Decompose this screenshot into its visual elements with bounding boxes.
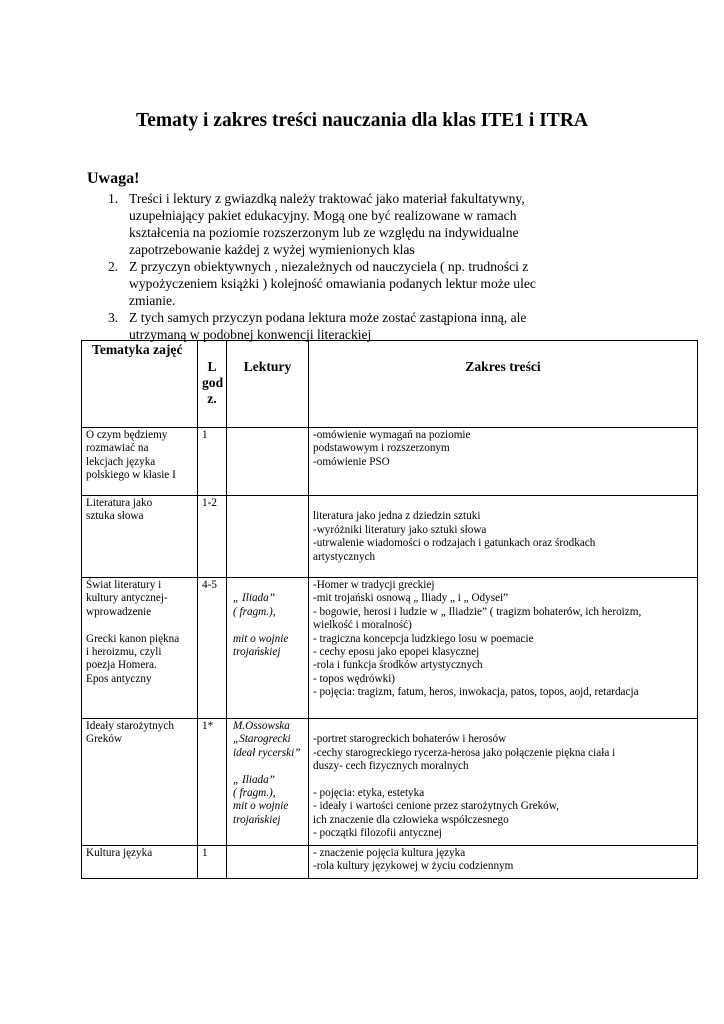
cell-topic: O czym będziemy rozmawiać na lekcjach języka polskiego w klasie I <box>82 428 198 496</box>
cell-topic: Świat literatury i kultury antycznej- wprowadzenie Grecki kanon piękna i heroizmu, czyli poezja Homera. Epos antyczny <box>82 578 198 719</box>
page-title: Tematy i zakres treści nauczania dla klas ITE1 i ITRA <box>136 110 588 131</box>
curriculum-table <box>81 340 698 879</box>
cell-hours: 4-5 <box>198 578 227 719</box>
cell-readings <box>227 846 309 879</box>
cell-readings <box>227 496 309 578</box>
cell-scope: -portret starogreckich bohaterów i herosów -cechy starogreckiego rycerza-herosa jako połączenie piękna ciała i duszy- cech fizycznych moralnych - pojęcia: etyka, estetyka - ideały i wartości cenione przez starożytnych Greków, ich znaczenie dla człowieka współczesnego - początki filozofii antycznej <box>309 719 698 846</box>
cell-hours: 1* <box>198 719 227 846</box>
header-readings: Lektury <box>227 341 309 428</box>
note-text: Z przyczyn obiektywnych , niezależnych od nauczyciela ( np. trudności z wypożyczeniem książki ) kolejność omawiania podanych lektur może ulec zmianie. <box>129 259 536 308</box>
header-hours-line: god <box>202 375 224 390</box>
table-row <box>82 496 698 578</box>
header-hours-line: L <box>207 359 217 374</box>
table-header-row <box>82 341 698 428</box>
cell-topic: Ideały starożytnych Greków <box>82 719 198 846</box>
table-row <box>82 719 698 846</box>
table-row <box>82 578 698 719</box>
cell-hours: 1-2 <box>198 496 227 578</box>
cell-topic: Kultura języka <box>82 846 198 879</box>
cell-readings <box>227 428 309 496</box>
header-hours <box>198 341 227 428</box>
cell-hours: 1 <box>198 428 227 496</box>
header-scope: Zakres treści <box>309 341 698 428</box>
note-text: Z tych samych przyczyn podana lektura może zostać zastąpiona inną, ale utrzymaną w podobnej konwencji literackiej <box>129 310 527 342</box>
header-hours-line: z. <box>207 391 217 406</box>
cell-scope: -Homer w tradycji greckiej -mit trojański osnową „ Iliady „ i „ Odysei” - bogowie, herosi i ludzie w „ Iliadzie” ( tragizm bohaterów, ich heroizm, wielkość i moralność) - tragiczna koncepcja ludzkiego losu w poemacie - cechy eposu jako epopei klasycznej -rola i funkcja środków artystycznych - topos wędrówki) - pojęcia: tragizm, fatum, heros, inwokacja, patos, topos, aojd, retardacja <box>309 578 698 719</box>
header-topic: Tematyka zajęć <box>82 341 198 428</box>
note-number: 3. <box>108 310 119 325</box>
cell-readings: „ Iliada” ( fragm.), mit o wojnie trojańskiej <box>227 578 309 719</box>
note-item <box>108 258 578 309</box>
note-text: Treści i lektury z gwiazdką należy traktować jako materiał fakultatywny, uzupełniający pakiet edukacyjny. Mogą one być realizowane w ramach kształcenia na poziomie rozszerzonym lub ze względu na indywidualne zapotrzebowanie każdej z wyżej wymienionych klas <box>129 191 525 257</box>
cell-scope: literatura jako jedna z dziedzin sztuki -wyróżniki literatury jako sztuki słowa -utrwalenie wiadomości o rodzajach i gatunkach oraz środkach artystycznych <box>309 496 698 578</box>
table-row <box>82 428 698 496</box>
cell-topic: Literatura jako sztuka słowa <box>82 496 198 578</box>
note-number: 1. <box>108 191 119 206</box>
cell-readings: M.Ossowska „Starogrecki ideał rycerski” „ Iliada” ( fragm.), mit o wojnie trojańskiej <box>227 719 309 846</box>
note-number: 2. <box>108 259 119 274</box>
cell-scope: - znaczenie pojęcia kultura języka -rola kultury językowej w życiu codziennym <box>309 846 698 879</box>
note-heading: Uwaga! <box>87 170 140 187</box>
cell-scope: -omówienie wymagań na poziomie podstawowym i rozszerzonym -omówienie PSO <box>309 428 698 496</box>
cell-hours: 1 <box>198 846 227 879</box>
note-item <box>108 309 578 343</box>
table-row <box>82 846 698 879</box>
note-item <box>108 190 578 258</box>
notes-list <box>108 190 578 343</box>
